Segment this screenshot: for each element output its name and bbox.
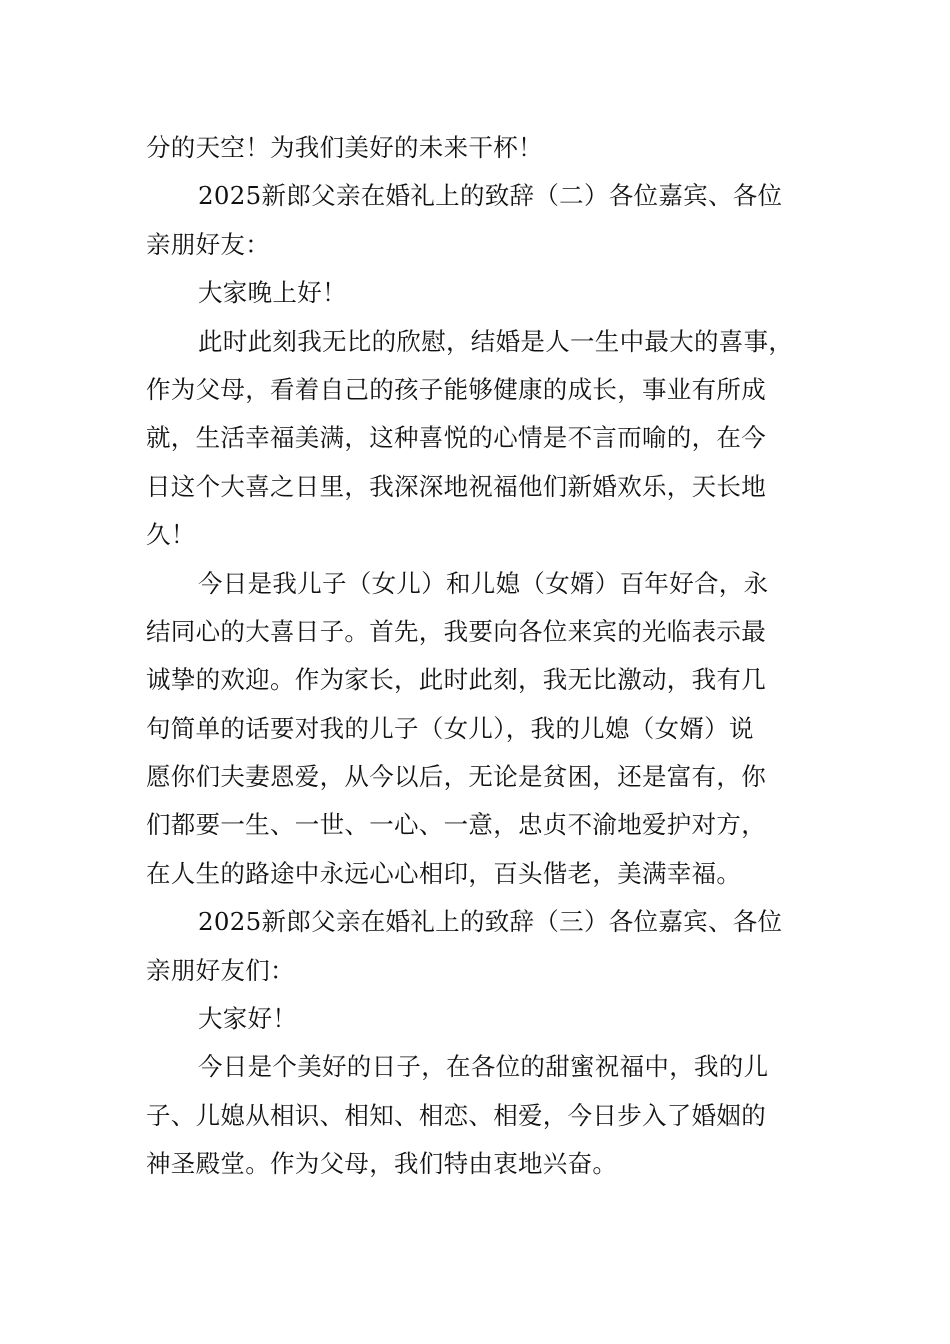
paragraph-start-line: 今日是个美好的日子，在各位的甜蜜祝福中，我的儿 [198, 1052, 769, 1082]
text-line: 结同心的大喜日子。首先，我要向各位来宾的光临表示最 [146, 616, 766, 646]
text-line: 日这个大喜之日里，我深深地祝福他们新婚欢乐，天长地 [146, 471, 766, 501]
greeting-line: 大家好！ [198, 1004, 298, 1034]
text-line: 分的天空！为我们美好的未来干杯！ [146, 133, 543, 162]
text-line: 久！ [146, 520, 196, 550]
text-line: 子、儿媳从相识、相知、相恋、相爱，今日步入了婚姻的 [146, 1100, 766, 1130]
greeting-line: 大家晚上好！ [198, 278, 347, 308]
text-line: 们都要一生、一世、一心、一意，忠贞不渝地爱护对方， [146, 810, 766, 840]
section-heading-line: 2025新郎父亲在婚礼上的致辞（二）各位嘉宾、各位 [198, 181, 783, 211]
text-line: 亲朋好友们： [146, 955, 295, 985]
text-line: 就，生活幸福美满，这种喜悦的心情是不言而喻的，在今 [146, 423, 766, 453]
paragraph-start-line: 今日是我儿子（女儿）和儿媳（女婿）百年好合，永 [198, 568, 769, 598]
text-line: 神圣殿堂。作为父母，我们特由衷地兴奋。 [146, 1149, 618, 1179]
text-line: 句简单的话要对我的儿子（女儿），我的儿媳（女婿）说 [146, 713, 754, 743]
section-heading-line: 2025新郎父亲在婚礼上的致辞（三）各位嘉宾、各位 [198, 907, 783, 937]
text-line: 亲朋好友： [146, 229, 270, 259]
text-line: 作为父母，看着自己的孩子能够健康的成长，事业有所成 [146, 374, 766, 404]
text-line: 诚挚的欢迎。作为家长，此时此刻，我无比激动，我有几 [146, 665, 766, 695]
paragraph-start-line: 此时此刻我无比的欣慰，结婚是人一生中最大的喜事， [198, 326, 794, 356]
document-body [146, 124, 810, 1189]
text-line: 愿你们夫妻恩爱，从今以后，无论是贫困，还是富有，你 [146, 762, 766, 792]
text-line: 在人生的路途中永远心心相印，百头偕老，美满幸福。 [146, 858, 742, 888]
